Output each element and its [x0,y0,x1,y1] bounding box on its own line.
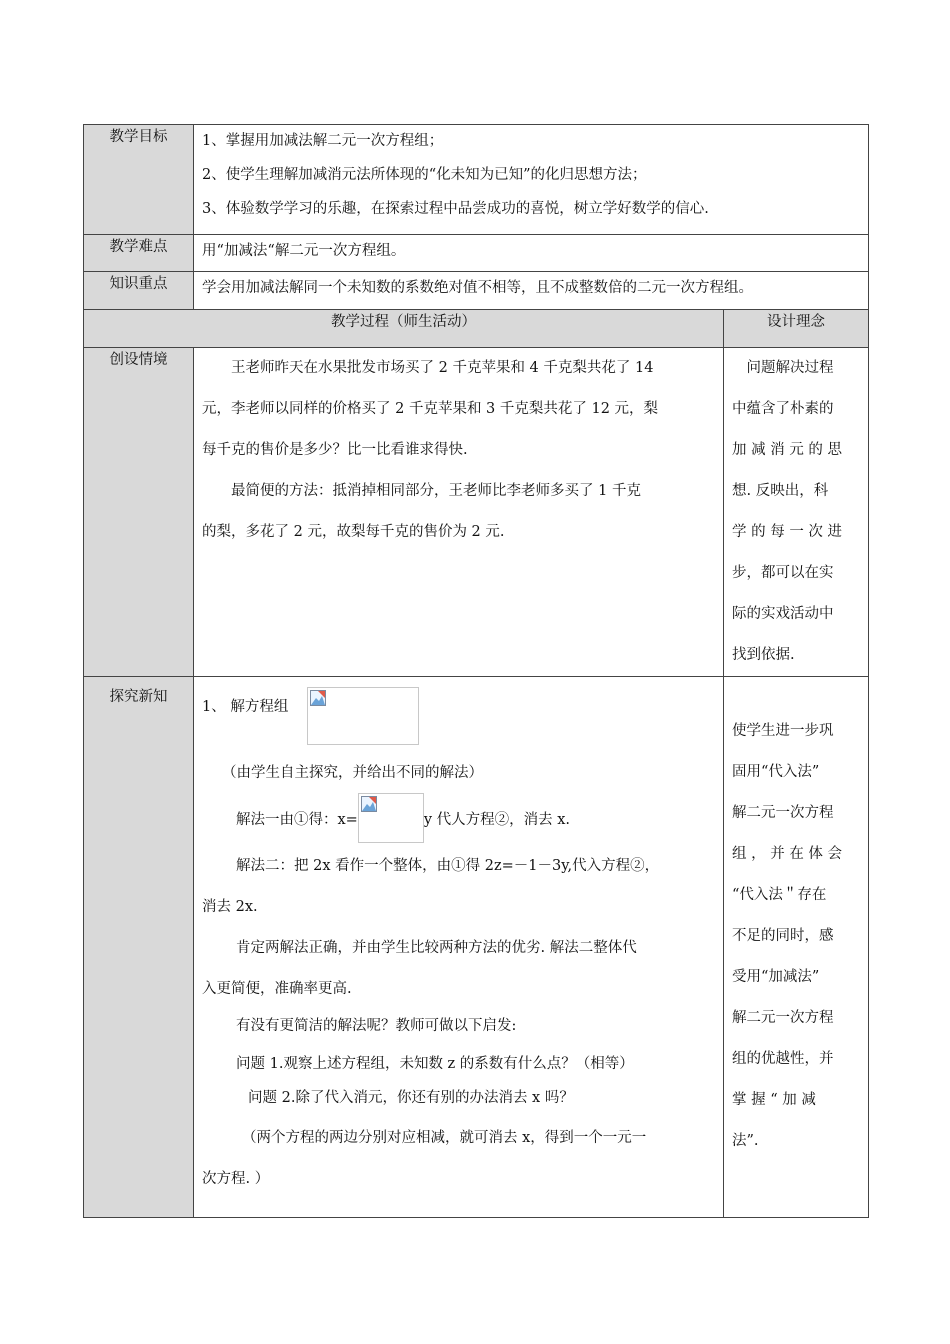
design-line: 法”. [732,1133,759,1149]
scenario-design [724,348,869,677]
method1-text-end: y 代人方程②，消去 x. [423,812,571,828]
scenario-label: 创设情境 [84,348,194,677]
method2-line: 解法二：把 2x 看作一个整体，由①得 2z=－1－3y,代入方程②， [236,858,660,874]
difficulty-cell [194,235,869,272]
keypoint-cell [194,272,869,310]
explore-content [194,677,724,1218]
difficulty-label: 教学难点 [84,235,194,272]
keypoint-row [84,272,869,310]
design-line: 际的实戏活动中 [732,606,834,622]
design-line: 想. 反映出，科 [732,483,829,499]
explore-row [84,677,869,1218]
design-line: “代入法＂存在 [732,887,827,903]
goals-row [84,125,869,235]
design-line: 解二元一次方程 [732,1010,834,1026]
method2-line: 消去 2x. [202,899,258,915]
scenario-row [84,348,869,677]
lesson-plan-table [83,124,869,1218]
explore-design [724,677,869,1218]
process-header-row [84,310,869,348]
method1-text: 解法一由①得：x= [236,812,358,828]
broken-image-icon [361,796,377,812]
design-line: 学 的 每 一 次 进 [732,524,843,540]
affirm-line: 入更简便，准确率更高. [202,981,352,997]
design-line: 使学生进一步巩 [732,723,834,739]
design-line: 组 ， 并 在 体 会 [732,846,843,862]
design-line: 掌 握 “ 加 减 [732,1092,816,1108]
process-header: 教学过程（师生活动） [84,310,724,348]
keypoint-label: 知识重点 [84,272,194,310]
design-line: 找到依据. [732,647,795,663]
scenario-line: 每千克的售价是多少？比一比看谁求得快. [202,442,468,458]
answer-line: （两个方程的两边分别对应相减，就可消去 x，得到一个一元一 [242,1130,647,1146]
prompt-line: 有没有更简洁的解法呢？教师可做以下启发: [236,1018,517,1034]
design-line: 不足的同时，感 [732,928,834,944]
explore-item1: 1、 解方程组 [202,699,289,715]
keypoint-text: 学会用加减法解同一个未知数的系数绝对值不相等，且不成整数倍的二元一次方程组。 [202,280,753,296]
design-line: 固用“代入法” [732,764,820,780]
design-line: 组的优越性，并 [732,1051,834,1067]
difficulty-text: 用“加减法“解二元一次方程组。 [202,243,406,259]
question-1: 问题 1.观察上述方程组，未知数 z 的系数有什么点？（相等） [236,1056,634,1072]
goals-cell [194,125,869,235]
goal-item: 2、使学生理解加减消元法所体现的“化未知为已知”的化归思想方法； [202,167,647,183]
design-line: 步，都可以在实 [732,565,834,581]
design-line: 解二元一次方程 [732,805,834,821]
goal-item: 3、体验数学学习的乐趣，在探索过程中品尝成功的喜悦，树立学好数学的信心. [202,201,709,217]
scenario-line: 最简便的方法：抵消掉相同部分，王老师比李老师多买了 1 千克 [202,483,641,499]
affirm-line: 肯定两解法正确，并由学生比较两种方法的优劣. 解法二整体代 [236,940,637,956]
design-header: 设计理念 [724,310,869,348]
equation-system-image [307,687,419,745]
goals-label: 教学目标 [84,125,194,235]
goal-item: 1、掌握用加减法解二元一次方程组； [202,133,444,149]
explore-note: （由学生自主探究，并给出不同的解法） [222,765,483,781]
answer-line: 次方程. ） [202,1171,270,1187]
design-line: 问题解决过程 [732,360,834,376]
scenario-line: 的梨，多花了 2 元，故梨每千克的售价为 2 元. [202,524,505,540]
explore-label: 探究新知 [84,677,194,1218]
design-line: 加 减 消 元 的 思 [732,442,843,458]
design-line: 受用“加减法” [732,969,820,985]
design-line: 中蕴含了朴素的 [732,401,834,417]
fraction-image [358,793,424,843]
scenario-content [194,348,724,677]
broken-image-icon [310,690,326,706]
scenario-line: 王老师昨天在水果批发市场买了 2 千克苹果和 4 千克梨共花了 14 [202,360,654,376]
difficulty-row [84,235,869,272]
scenario-line: 元，李老师以同样的价格买了 2 千克苹果和 3 千克梨共花了 12 元，梨 [202,401,659,417]
question-2: 问题 2.除了代入消元，你还有别的办法消去 x 吗？ [248,1090,574,1106]
